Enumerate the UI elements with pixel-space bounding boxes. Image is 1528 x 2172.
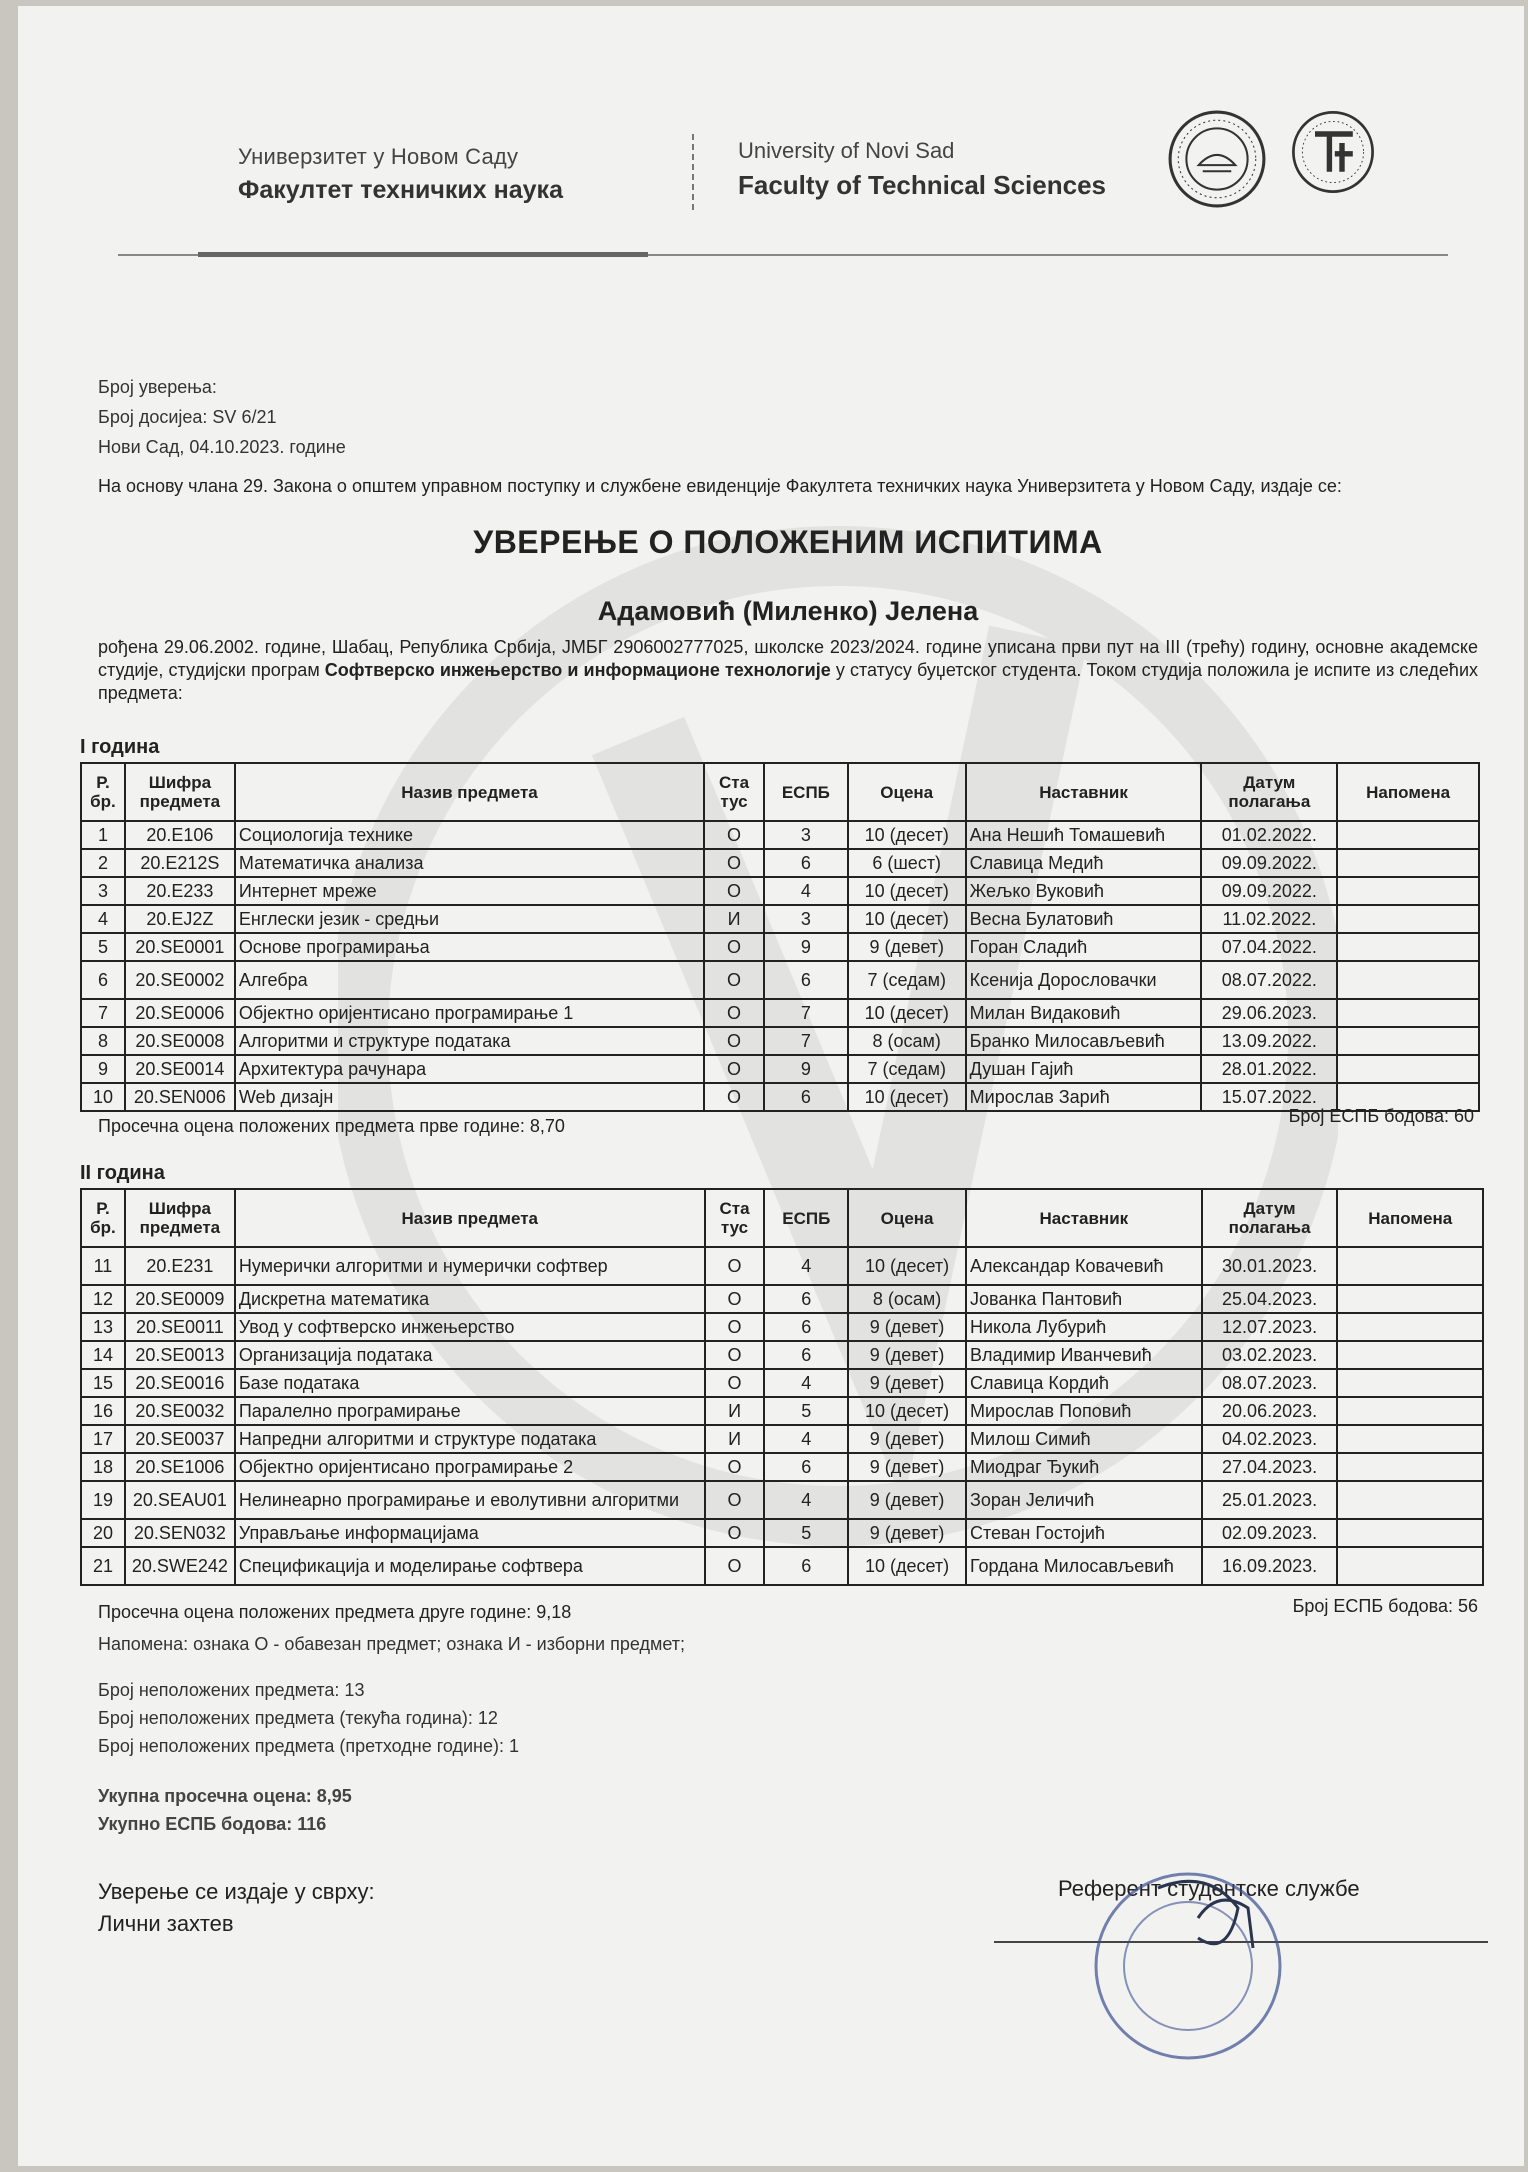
row-number: 16 — [81, 1397, 125, 1425]
course-code: 20.SE0006 — [125, 999, 235, 1027]
exam-date: 04.02.2023. — [1202, 1425, 1338, 1453]
course-name: Управљање информацијама — [235, 1519, 705, 1547]
row-number: 5 — [81, 933, 125, 961]
exam-date: 09.09.2022. — [1201, 849, 1337, 877]
course-teacher: Зоран Јеличић — [966, 1481, 1202, 1519]
purpose-block — [98, 1876, 375, 1940]
course-ects: 6 — [764, 1313, 848, 1341]
course-grade: 9 (девет) — [848, 1369, 966, 1397]
course-grade: 10 (десет) — [848, 1397, 966, 1425]
course-name: Социологија технике — [235, 821, 704, 849]
course-name: Спецификација и моделирање софтвера — [235, 1547, 705, 1585]
row-number: 4 — [81, 905, 125, 933]
course-note — [1337, 1547, 1483, 1585]
header-rule-accent — [198, 252, 648, 257]
col-status: Ста тус — [704, 763, 764, 821]
course-name: Објектно оријентисано програмирање 1 — [235, 999, 704, 1027]
course-status: О — [705, 1481, 765, 1519]
exam-date: 01.02.2022. — [1201, 821, 1337, 849]
course-teacher: Душан Гајић — [966, 1055, 1202, 1083]
purpose-value: Лични захтев — [98, 1911, 234, 1936]
purpose-label: Уверење се издаје у сврху: — [98, 1879, 375, 1904]
legend-note: Напомена: ознака О - обавезан предмет; ознака И - изборни предмет; — [98, 1634, 685, 1654]
course-grade: 9 (девет) — [848, 1313, 966, 1341]
course-teacher: Владимир Иванчевић — [966, 1341, 1202, 1369]
course-ects: 5 — [764, 1397, 848, 1425]
course-teacher: Славица Кордић — [966, 1369, 1202, 1397]
course-status: О — [705, 1453, 765, 1481]
col-ects: ЕСПБ — [764, 1189, 848, 1247]
course-note — [1337, 821, 1479, 849]
course-name: Паралелно програмирање — [235, 1397, 705, 1425]
exam-date: 25.01.2023. — [1202, 1481, 1338, 1519]
total-ects: Укупно ЕСПБ бодова: 116 — [98, 1814, 327, 1834]
course-teacher: Мирослав Поповић — [966, 1397, 1202, 1425]
course-teacher: Жељко Вуковић — [966, 877, 1202, 905]
course-note — [1337, 1055, 1479, 1083]
course-status: О — [704, 877, 764, 905]
course-ects: 7 — [764, 1027, 848, 1055]
course-ects: 4 — [764, 1369, 848, 1397]
table-row — [81, 1481, 1483, 1519]
course-code: 20.SEN006 — [125, 1083, 235, 1111]
table-row — [81, 1369, 1483, 1397]
course-note — [1337, 1369, 1483, 1397]
row-number: 11 — [81, 1247, 125, 1285]
exam-date: 08.07.2023. — [1202, 1369, 1338, 1397]
course-grade: 8 (осам) — [848, 1285, 966, 1313]
row-number: 20 — [81, 1519, 125, 1547]
place-date: Нови Сад, 04.10.2023. године — [98, 437, 346, 457]
course-note — [1337, 1341, 1483, 1369]
course-code: 20.SE0001 — [125, 933, 235, 961]
header-sr-university: Универзитет у Новом Саду — [238, 144, 519, 169]
row-number: 14 — [81, 1341, 125, 1369]
course-grade: 10 (десет) — [848, 877, 966, 905]
table-row — [81, 933, 1479, 961]
row-number: 1 — [81, 821, 125, 849]
course-status: О — [704, 1055, 764, 1083]
course-note — [1337, 1027, 1479, 1055]
exam-date: 07.04.2022. — [1201, 933, 1337, 961]
exam-date: 12.07.2023. — [1202, 1313, 1338, 1341]
exam-date: 13.09.2022. — [1201, 1027, 1337, 1055]
course-code: 20.SE0009 — [125, 1285, 235, 1313]
row-number: 13 — [81, 1313, 125, 1341]
table-row — [81, 1519, 1483, 1547]
course-grade: 9 (девет) — [848, 933, 966, 961]
course-note — [1337, 1285, 1483, 1313]
course-teacher: Миодраг Ђукић — [966, 1453, 1202, 1481]
course-code: 20.SE0008 — [125, 1027, 235, 1055]
table-row — [81, 1547, 1483, 1585]
exam-date: 27.04.2023. — [1202, 1453, 1338, 1481]
university-seal-icon — [1166, 108, 1268, 210]
course-teacher: Јованка Пантовић — [966, 1285, 1202, 1313]
header-divider — [692, 134, 696, 210]
course-code: 20.E231 — [125, 1247, 235, 1285]
course-status: И — [705, 1425, 765, 1453]
exam-date: 20.06.2023. — [1202, 1397, 1338, 1425]
course-grade: 10 (десет) — [848, 999, 966, 1027]
course-grade: 10 (десет) — [848, 1547, 966, 1585]
col-no: Р. бр. — [81, 763, 125, 821]
row-number: 18 — [81, 1453, 125, 1481]
course-teacher: Бранко Милосављевић — [966, 1027, 1202, 1055]
year1-heading: I година — [80, 736, 160, 758]
col-status: Ста тус — [705, 1189, 765, 1247]
course-status: О — [705, 1285, 765, 1313]
header-english — [738, 138, 1158, 201]
course-code: 20.SE0037 — [125, 1425, 235, 1453]
row-number: 8 — [81, 1027, 125, 1055]
course-status: О — [704, 961, 764, 999]
student-bio — [98, 636, 1478, 705]
course-ects: 6 — [764, 1083, 848, 1111]
year1-ects: Број ЕСПБ бодова: 60 — [1288, 1106, 1474, 1126]
exam-date: 28.01.2022. — [1201, 1055, 1337, 1083]
exam-date: 16.09.2023. — [1202, 1547, 1338, 1585]
col-course: Назив предмета — [235, 763, 704, 821]
course-grade: 9 (девет) — [848, 1481, 966, 1519]
course-note — [1337, 1481, 1483, 1519]
course-ects: 3 — [764, 821, 848, 849]
table-row — [81, 1453, 1483, 1481]
course-teacher: Александар Ковачевић — [966, 1247, 1202, 1285]
course-teacher: Ксенија Дорословачки — [966, 961, 1202, 999]
table-row — [81, 877, 1479, 905]
course-code: 20.E212S — [125, 849, 235, 877]
course-status: О — [704, 999, 764, 1027]
course-name: Алгебра — [235, 961, 704, 999]
row-number: 10 — [81, 1083, 125, 1111]
course-status: О — [704, 849, 764, 877]
col-code: Шифра предмета — [125, 1189, 235, 1247]
col-ects: ЕСПБ — [764, 763, 848, 821]
course-name: Web дизајн — [235, 1083, 704, 1111]
course-ects: 4 — [764, 877, 848, 905]
course-code: 20.SWE242 — [125, 1547, 235, 1585]
course-code: 20.SE0016 — [125, 1369, 235, 1397]
course-status: О — [704, 1083, 764, 1111]
cert-number: Број уверења: — [98, 377, 217, 397]
col-code: Шифра предмета — [125, 763, 235, 821]
course-grade: 9 (девет) — [848, 1453, 966, 1481]
not-passed-block — [98, 1676, 519, 1760]
bio-program: Софтверско инжењерство и информационе технологије — [324, 660, 831, 680]
course-grade: 10 (десет) — [848, 1247, 966, 1285]
course-grade: 7 (седам) — [848, 1055, 966, 1083]
course-status: О — [705, 1313, 765, 1341]
course-name: Основе програмирања — [235, 933, 704, 961]
row-number: 12 — [81, 1285, 125, 1313]
year1-table — [80, 762, 1480, 1112]
table-row — [81, 1313, 1483, 1341]
header-sr-faculty: Факултет техничких наука — [238, 176, 563, 204]
row-number: 2 — [81, 849, 125, 877]
course-note — [1337, 1519, 1483, 1547]
table-row — [81, 905, 1479, 933]
course-name: Нелинеарно програмирање и еволутивни алгоритми — [235, 1481, 705, 1519]
year2-header-row — [81, 1189, 1483, 1247]
table-row — [81, 1425, 1483, 1453]
course-teacher: Славица Медић — [966, 849, 1202, 877]
course-teacher: Гордана Милосављевић — [966, 1547, 1202, 1585]
table-row — [81, 1397, 1483, 1425]
course-name: Нумерички алгоритми и нумерички софтвер — [235, 1247, 705, 1285]
not-passed-current: Број неположених предмета (текућа година): 12 — [98, 1708, 498, 1728]
course-status: О — [704, 1027, 764, 1055]
not-passed-previous: Број неположених предмета (претходне године): 1 — [98, 1736, 520, 1756]
course-note — [1337, 961, 1479, 999]
course-ects: 5 — [764, 1519, 848, 1547]
document-meta — [98, 372, 346, 462]
exam-date: 30.01.2023. — [1202, 1247, 1338, 1285]
col-note: Напомена — [1337, 763, 1479, 821]
file-number: Број досијеа: SV 6/21 — [98, 407, 277, 427]
course-code: 20.SE0013 — [125, 1341, 235, 1369]
row-number: 15 — [81, 1369, 125, 1397]
course-name: Алгоритми и структуре података — [235, 1027, 704, 1055]
course-status: О — [705, 1519, 765, 1547]
student-name: Адамовић (Миленко) Јелена — [597, 596, 979, 626]
course-note — [1337, 1397, 1483, 1425]
certificate-page — [18, 6, 1524, 2166]
course-ects: 3 — [764, 905, 848, 933]
course-status: О — [705, 1547, 765, 1585]
course-grade: 9 (девет) — [848, 1341, 966, 1369]
exam-date: 02.09.2023. — [1202, 1519, 1338, 1547]
official-stamp-icon — [1078, 1848, 1298, 2078]
exam-date: 08.07.2022. — [1201, 961, 1337, 999]
course-code: 20.SE0032 — [125, 1397, 235, 1425]
course-name: Интернет мреже — [235, 877, 704, 905]
col-date: Датум полагања — [1202, 1189, 1338, 1247]
row-number: 9 — [81, 1055, 125, 1083]
course-code: 20.SE0011 — [125, 1313, 235, 1341]
course-teacher: Стеван Гостојић — [966, 1519, 1202, 1547]
course-ects: 9 — [764, 933, 848, 961]
course-grade: 9 (девет) — [848, 1519, 966, 1547]
course-name: Организација података — [235, 1341, 705, 1369]
course-name: Објектно оријентисано програмирање 2 — [235, 1453, 705, 1481]
course-note — [1337, 905, 1479, 933]
course-teacher: Милан Видаковић — [966, 999, 1202, 1027]
table-row — [81, 849, 1479, 877]
course-grade: 10 (десет) — [848, 905, 966, 933]
course-code: 20.SE0014 — [125, 1055, 235, 1083]
course-ects: 4 — [764, 1425, 848, 1453]
header-serbian — [238, 144, 688, 205]
course-grade: 6 (шест) — [848, 849, 966, 877]
signatory-title: Референт студентске службе — [1058, 1876, 1360, 1901]
course-note — [1337, 1313, 1483, 1341]
exam-date: 11.02.2022. — [1201, 905, 1337, 933]
course-name: Архитектура рачунара — [235, 1055, 704, 1083]
bio-part2: у статусу буџетског студента. Током студија положила је испите из следећих предмета: — [98, 660, 1478, 703]
exam-date: 29.06.2023. — [1201, 999, 1337, 1027]
intro-text: На основу члана 29. Закона о општем управном поступку и службене евиденције Факултета техничких наука Универзитета у Новом Саду, издаје се: — [98, 476, 1342, 496]
col-teacher: Наставник — [966, 1189, 1202, 1247]
course-status: О — [705, 1341, 765, 1369]
header-en-faculty: Faculty of Technical Sciences — [738, 170, 1106, 200]
course-grade: 8 (осам) — [848, 1027, 966, 1055]
table-row — [81, 1055, 1479, 1083]
year2-heading: II година — [80, 1162, 165, 1184]
course-note — [1337, 1425, 1483, 1453]
col-note: Напомена — [1337, 1189, 1483, 1247]
not-passed-total: Број неположених предмета: 13 — [98, 1680, 365, 1700]
course-code: 20.SEAU01 — [125, 1481, 235, 1519]
col-date: Датум полагања — [1201, 763, 1337, 821]
course-ects: 6 — [764, 961, 848, 999]
course-teacher: Горан Сладић — [966, 933, 1202, 961]
row-number: 6 — [81, 961, 125, 999]
course-teacher: Весна Булатовић — [966, 905, 1202, 933]
course-note — [1337, 933, 1479, 961]
course-teacher: Милош Симић — [966, 1425, 1202, 1453]
table-row — [81, 821, 1479, 849]
course-code: 20.SEN032 — [125, 1519, 235, 1547]
course-ects: 4 — [764, 1481, 848, 1519]
course-name: Дискретна математика — [235, 1285, 705, 1313]
course-name: Математичка анализа — [235, 849, 704, 877]
course-ects: 6 — [764, 1547, 848, 1585]
course-note — [1337, 877, 1479, 905]
totals-block — [98, 1782, 352, 1838]
course-ects: 6 — [764, 1453, 848, 1481]
course-status: О — [705, 1247, 765, 1285]
course-teacher: Ана Нешић Томашевић — [966, 821, 1202, 849]
year1-header-row — [81, 763, 1479, 821]
course-status: О — [704, 821, 764, 849]
course-status: О — [705, 1369, 765, 1397]
total-average: Укупна просечна оцена: 8,95 — [98, 1786, 352, 1806]
bio-part1: рођена 29.06.2002. године, Шабац, Република Србија, ЈМБГ 2906002777025, школске 2023/2024. године уписана први пут на III (трећу) годину, основне академске студије, студијски програм — [98, 637, 1478, 680]
course-status: О — [704, 933, 764, 961]
course-status: И — [705, 1397, 765, 1425]
col-course: Назив предмета — [235, 1189, 705, 1247]
course-note — [1337, 1453, 1483, 1481]
course-ects: 6 — [764, 849, 848, 877]
faculty-logo-icon — [1288, 106, 1378, 198]
row-number: 19 — [81, 1481, 125, 1519]
course-code: 20.E106 — [125, 821, 235, 849]
year2-table — [80, 1188, 1484, 1586]
row-number: 17 — [81, 1425, 125, 1453]
table-row — [81, 1247, 1483, 1285]
table-row — [81, 1285, 1483, 1313]
course-name: Базе података — [235, 1369, 705, 1397]
exam-date: 03.02.2023. — [1202, 1341, 1338, 1369]
year2-ects: Број ЕСПБ бодова: 56 — [1292, 1596, 1478, 1616]
course-ects: 7 — [764, 999, 848, 1027]
course-ects: 4 — [764, 1247, 848, 1285]
col-grade: Оцена — [848, 1189, 966, 1247]
table-row — [81, 999, 1479, 1027]
col-teacher: Наставник — [966, 763, 1202, 821]
course-teacher: Мирослав Зарић — [966, 1083, 1202, 1111]
document-title: УВЕРЕЊЕ О ПОЛОЖЕНИМ ИСПИТИМА — [473, 524, 1103, 560]
header-en-university: University of Novi Sad — [738, 138, 955, 163]
year1-average: Просечна оцена положених предмета прве године: 8,70 — [98, 1116, 565, 1136]
course-name: Енглески језик - средњи — [235, 905, 704, 933]
table-row — [81, 1027, 1479, 1055]
row-number: 7 — [81, 999, 125, 1027]
row-number: 3 — [81, 877, 125, 905]
course-note — [1337, 999, 1479, 1027]
exam-date: 25.04.2023. — [1202, 1285, 1338, 1313]
course-code: 20.SE0002 — [125, 961, 235, 999]
course-grade: 7 (седам) — [848, 961, 966, 999]
course-code: 20.SE1006 — [125, 1453, 235, 1481]
course-note — [1337, 849, 1479, 877]
course-ects: 9 — [764, 1055, 848, 1083]
course-name: Напредни алгоритми и структуре података — [235, 1425, 705, 1453]
table-row — [81, 1341, 1483, 1369]
exam-date: 15.07.2022. — [1201, 1083, 1337, 1111]
col-no: Р. бр. — [81, 1189, 125, 1247]
course-teacher: Никола Лубурић — [966, 1313, 1202, 1341]
table-row — [81, 1083, 1479, 1111]
course-status: И — [704, 905, 764, 933]
exam-date: 09.09.2022. — [1201, 877, 1337, 905]
course-grade: 10 (десет) — [848, 1083, 966, 1111]
course-name: Увод у софтверско инжењерство — [235, 1313, 705, 1341]
course-note — [1337, 1247, 1483, 1285]
course-grade: 10 (десет) — [848, 821, 966, 849]
course-grade: 9 (девет) — [848, 1425, 966, 1453]
table-row — [81, 961, 1479, 999]
course-code: 20.E233 — [125, 877, 235, 905]
col-grade: Оцена — [848, 763, 966, 821]
course-ects: 6 — [764, 1285, 848, 1313]
course-code: 20.EJ2Z — [125, 905, 235, 933]
row-number: 21 — [81, 1547, 125, 1585]
course-ects: 6 — [764, 1341, 848, 1369]
year2-average: Просечна оцена положених предмета друге године: 9,18 — [98, 1602, 572, 1622]
